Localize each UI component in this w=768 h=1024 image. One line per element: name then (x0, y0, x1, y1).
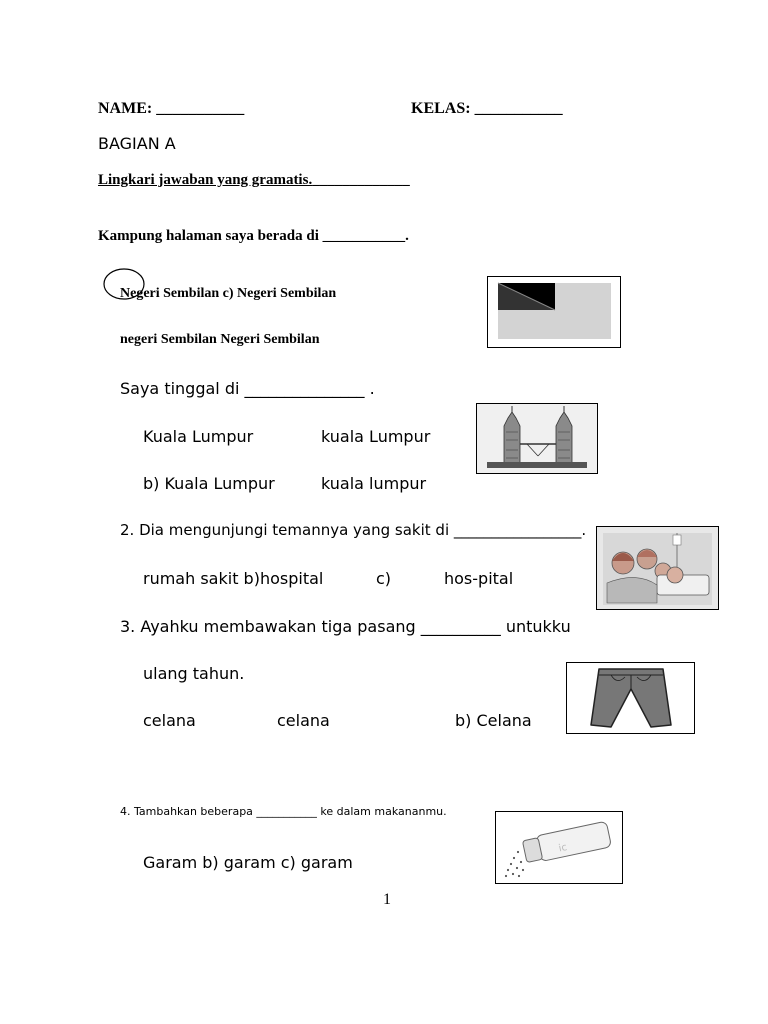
page-number: 1 (383, 891, 391, 908)
q1-question: Saya tinggal di _______________ . (120, 379, 375, 398)
instruction-text (98, 172, 410, 189)
example-options-row2: negeri Sembilan Negeri Sembilan (120, 332, 320, 347)
q2-question: 2. Dia mengunjungi temannya yang sakit di _________________. (120, 521, 587, 539)
q4-question: 4. Tambahkan beberapa ___________ ke dalam makananmu. (120, 805, 447, 818)
q2-option-a: rumah sakit b)hospital (143, 569, 324, 588)
q3-question-continued: ulang tahun. (143, 664, 245, 683)
q2-option-c: hos-pital (444, 569, 514, 588)
flag-image (487, 276, 621, 348)
example-question: Kampung halaman saya berada di ___________. (98, 228, 409, 244)
section-title: BAGIAN A (98, 134, 176, 153)
name-field-label: NAME: ___________ (98, 100, 245, 117)
twin-towers-image (476, 403, 598, 474)
q1-option-a: Kuala Lumpur (143, 427, 254, 446)
q3-option-c: b) Celana (455, 711, 532, 730)
hospital-image (596, 526, 719, 610)
q3-option-a: celana (143, 711, 196, 730)
trousers-image (566, 662, 695, 734)
instruction-label: Lingkari jawaban yang gramatis. (98, 172, 313, 188)
q3-question: 3. Ayahku membawakan tiga pasang __________ untukku (120, 617, 571, 636)
q4-options: Garam b) garam c) garam (143, 853, 353, 872)
kelas-field-label: KELAS: ___________ (411, 100, 563, 117)
q1-option-b: kuala Lumpur (321, 427, 431, 446)
instruction-line: _____________ (312, 172, 410, 188)
q3-option-b: celana (277, 711, 330, 730)
salt-shaker-image (495, 811, 623, 884)
q2-option-b: c) (376, 569, 392, 588)
q1-option-d: kuala lumpur (321, 474, 427, 493)
svg-text:ic: ic (557, 841, 569, 855)
q1-option-c: b) Kuala Lumpur (143, 474, 275, 493)
example-options-row1: Negeri Sembilan c) Negeri Sembilan (120, 286, 337, 301)
